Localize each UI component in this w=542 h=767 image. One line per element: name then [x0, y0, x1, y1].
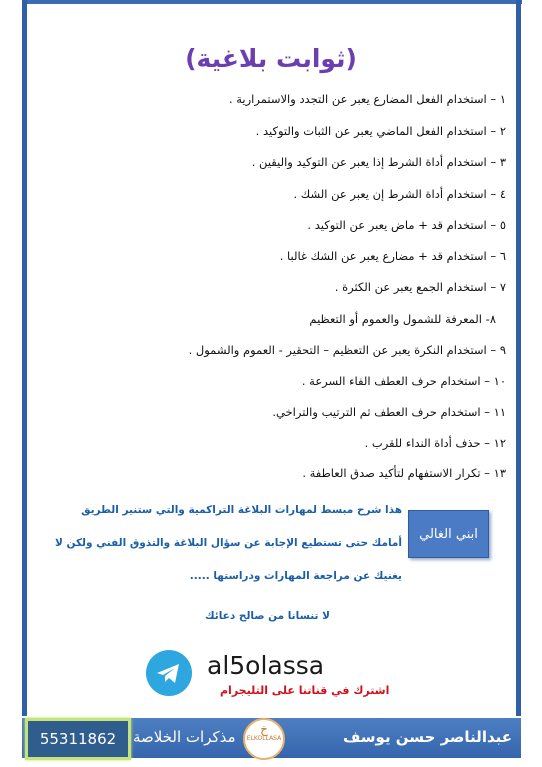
- rule-item: ١٠ – استخدام حرف العطف الفاء السرعة .: [301, 374, 506, 388]
- page-border-left: [22, 0, 27, 716]
- page-title: (ثوابت بلاغية): [185, 44, 357, 73]
- logo-text: ELKOLLASA: [246, 735, 282, 742]
- rule-item: ٦ – استخدام قد + مضارع يعبر عن الشك غالبا .: [279, 249, 506, 263]
- rule-item: ١٣ – تكرار الاستفهام لتأكيد صدق العاطفة .: [302, 466, 506, 480]
- telegram-subscribe-text: اشترك في قناتنا على التليجرام: [220, 684, 390, 697]
- rule-item: ٥ – استخدام قد + ماض يعبر عن التوكيد .: [307, 218, 506, 232]
- telegram-icon[interactable]: [146, 650, 192, 696]
- rule-item: ٧ – استخدام الجمع يعبر عن الكثرة .: [334, 280, 506, 294]
- explanation-line: يغنيك عن مراجعة المهارات ودراستها .....: [189, 570, 402, 582]
- rule-item: ١٢ – حذف أداة النداء للقرب .: [364, 436, 506, 450]
- rule-item: ٢ – استخدام الفعل الماضي يعبر عن الثبات والتوكيد .: [255, 124, 506, 138]
- rule-item: ٣ – استخدام أداة الشرط إذا يعبر عن التوكيد واليقين .: [251, 155, 506, 169]
- rule-item: ٨- المعرفة للشمول والعموم أو التعظيم: [309, 312, 496, 326]
- telegram-handle[interactable]: al5olassa: [207, 651, 325, 680]
- series-name: مذكرات الخلاصة: [133, 728, 236, 746]
- logo-letter: خ: [260, 722, 268, 736]
- page-border-right: [516, 0, 521, 716]
- rule-item: ١ – استخدام الفعل المضارع يعبر عن التجدد والاستمرارية .: [228, 92, 506, 106]
- dua-text: لا تنسانا من صالح دعائك: [205, 610, 330, 622]
- note-box: ابني الغالي: [408, 510, 489, 558]
- rule-item: ٩ – استخدام النكرة يعبر عن التعظيم – التحقير - العموم والشمول .: [188, 343, 506, 357]
- page-border-top: [22, 0, 522, 4]
- explanation-line: أمامك حتى تستطيع الإجابة عن سؤال البلاغة والتذوق الفني ولكن لا: [55, 537, 402, 549]
- explanation-line: هذا شرح مبسط لمهارات البلاغة التراكمية والتي ستنير الطريق: [81, 504, 402, 516]
- author-name: عبدالناصر حسن يوسف: [342, 728, 512, 746]
- rule-item: ٤ – استخدام أداة الشرط إن يعبر عن الشك .: [293, 187, 506, 201]
- phone-number: 55311862: [25, 718, 131, 760]
- rule-item: ١١ – استخدام حرف العطف ثم الترتيب والتراخي.: [272, 405, 506, 419]
- brand-logo: [243, 718, 285, 760]
